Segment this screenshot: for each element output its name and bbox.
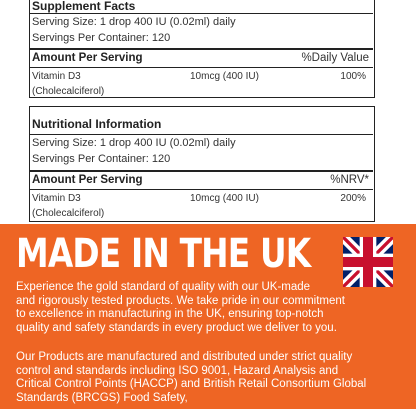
nutrient-name: Vitamin D3 xyxy=(32,193,81,204)
paragraph-line: Experience the gold standard of quality with our UK-made xyxy=(16,281,311,293)
supplement-facts-title: Supplement Facts xyxy=(32,0,136,13)
nutrient-percent: 200% xyxy=(340,193,366,204)
nutrient-name-sub: (Cholecalciferol) xyxy=(32,86,105,97)
paragraph-line: Our Products are manufactured and distributed under strict quality xyxy=(16,351,353,363)
made-in-uk-banner xyxy=(0,224,416,409)
divider xyxy=(30,67,373,68)
header-amount-per-serving: Amount Per Serving xyxy=(32,174,143,186)
divider xyxy=(30,13,373,14)
header-nrv: %NRV* xyxy=(330,174,369,186)
nutritional-information-title: Nutritional Information xyxy=(32,117,162,131)
table-header xyxy=(30,174,373,190)
nutrient-name-sub: (Cholecalciferol) xyxy=(32,208,105,219)
paragraph-line: and rigorously tested products. We take pride in our commitment xyxy=(16,294,345,307)
paragraph-line: control and standards including ISO 9001, Hazard Analysis and xyxy=(16,364,339,377)
paragraph-line: Standards (BRCGS) Food Safety, xyxy=(16,391,188,404)
thick-divider xyxy=(30,48,373,50)
banner-headline: MADE IN THE UK xyxy=(16,231,311,277)
header-amount-per-serving: Amount Per Serving xyxy=(32,52,143,64)
paragraph-line: to excellence in manufacturing in the UK, ensuring top-notch xyxy=(16,308,324,321)
nutrient-amount: 10mcg (400 IU) xyxy=(190,71,259,82)
paragraph-line: quality and safety standards in every product we deliver to you. xyxy=(16,321,337,334)
quality-paragraph xyxy=(16,281,410,335)
divider xyxy=(30,189,373,190)
serving-size: Serving Size: 1 drop 400 IU (0.02ml) daily xyxy=(32,16,236,28)
supplement-facts-card xyxy=(29,0,375,98)
thick-divider xyxy=(30,170,373,172)
divider xyxy=(30,134,373,135)
union-jack-flag-icon xyxy=(343,237,393,287)
servings-per-container: Servings Per Container: 120 xyxy=(32,153,171,165)
header-daily-value: %Daily Value xyxy=(301,52,369,64)
servings-per-container: Servings Per Container: 120 xyxy=(32,32,171,44)
nutrient-name: Vitamin D3 xyxy=(32,71,81,82)
nutrient-percent: 100% xyxy=(340,71,366,82)
nutrient-amount: 10mcg (400 IU) xyxy=(190,193,259,204)
serving-size: Serving Size: 1 drop 400 IU (0.02ml) daily xyxy=(32,137,236,149)
paragraph-line: Critical Control Points (HACCP) and British Retail Consortium Global xyxy=(16,378,367,391)
nutritional-information-card xyxy=(29,106,375,222)
table-header xyxy=(30,52,373,68)
standards-paragraph xyxy=(16,351,410,405)
